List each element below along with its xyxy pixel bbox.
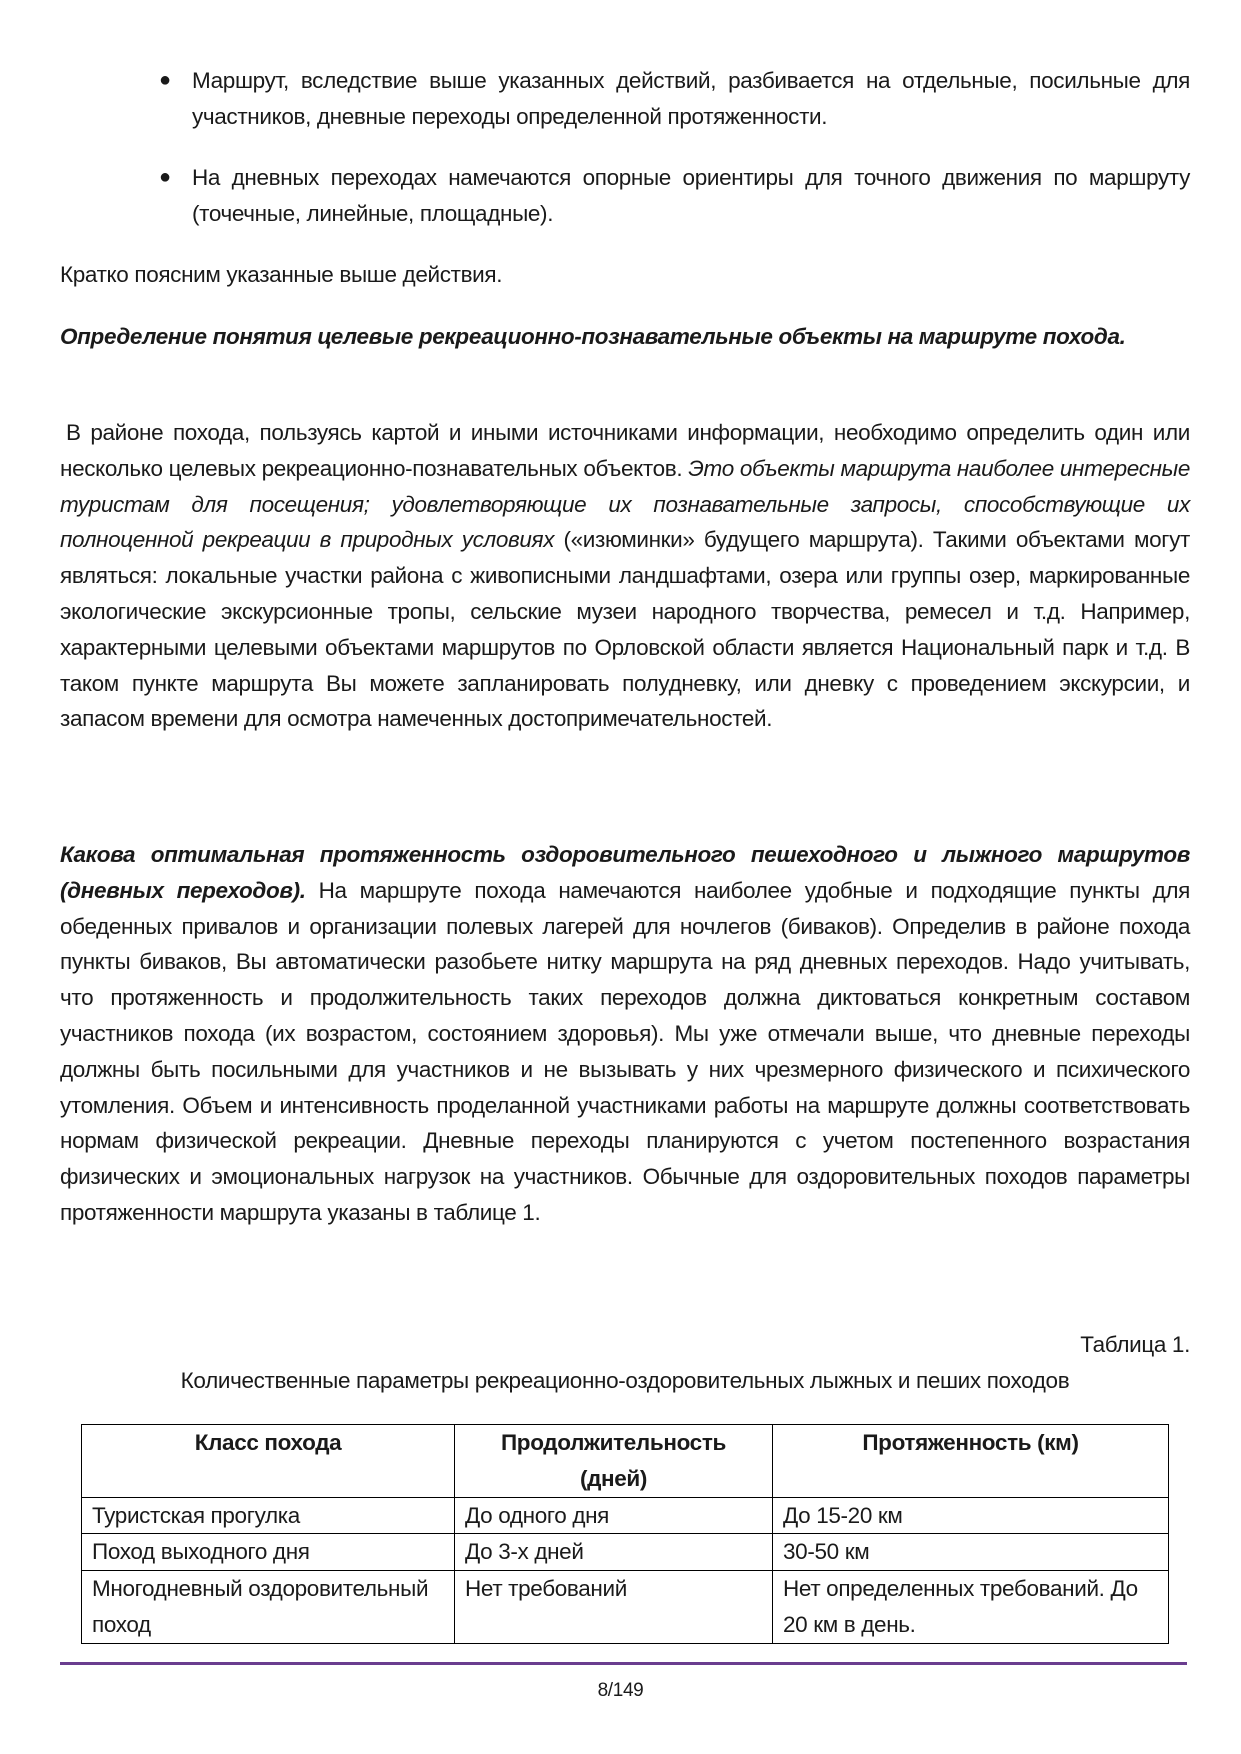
table-row [82, 1571, 1169, 1644]
paragraph-text: В районе похода, пользуясь картой и иными источниками информации, необходимо определить один или несколько целевых рекреационно-познавательных объектов. [60, 420, 1190, 481]
table-cell: Нет определенных требований. До 20 км в день. [773, 1571, 1169, 1644]
table-label: Таблица 1. [1080, 1332, 1190, 1357]
table-cell: До 15-20 км [773, 1497, 1169, 1534]
page-number: 8/149 [597, 1680, 644, 1701]
paragraph-text: («изюминки» будущего маршрута). Такими объектами могут являться: локальные участки района с живописными ландшафтами, озера или группы озер, маркированные экологические экскурсионные тропы, сельские музеи народного творчества, ремесел и т.д. Например, характерными целевыми объектами маршрутов по Орловской области является Национальный парк и т.д. В таком пункте маршрута Вы можете запланировать полудневку, или дневку с проведением экскурсии, и запасом времени для осмотра намеченных достопримечательностей. [60, 527, 1190, 732]
bullet-icon: ● [159, 166, 171, 188]
column-header: Продолжительность (дней) [455, 1425, 773, 1498]
section-heading: Определение понятия целевые рекреационно-познавательные объекты на маршруте похода. [60, 324, 1126, 349]
table-header-row [82, 1425, 1169, 1498]
parameters-table [81, 1424, 1169, 1644]
paragraph [60, 415, 1190, 737]
paragraph [60, 837, 1190, 1231]
intro-text: Кратко поясним указанные выше действия. [60, 262, 503, 287]
paragraph-italic-text: Это объекты маршрута наиболее интересные туристам для посещения; удовлетворяющие их познавательные запросы, способствующие их полноценной рекреации в природных условиях [60, 455, 1191, 553]
table-cell: 30-50 км [773, 1534, 1169, 1571]
bullet-item [159, 63, 1190, 135]
paragraph-text: На маршруте похода намечаются наиболее удобные и подходящие пункты для обеденных привалов и организации полевых лагерей для ночлегов (биваков). Определив в районе похода пункты биваков, Вы автоматически разобьете нитку маршрута на ряд дневных переходов. Надо учитывать, что протяженность и продолжительность таких переходов должна диктоваться конкретным составом участников похода (их возрастом, состоянием здоровья). Мы уже отмечали выше, что дневные переходы должны быть посильными для участников и не вызывать у них чрезмерного физического и психического утомления. Объем и интенсивность проделанной участниками работы на маршруте должны соответствовать нормам физической рекреации. Дневные переходы планируются с учетом постепенного возрастания физических и эмоциональных нагрузок на участников. Обычные для оздоровительных походов параметры протяженности маршрута указаны в таблице 1. [60, 877, 1190, 1225]
bullet-text: На дневных переходах намечаются опорные ориентиры для точного движения по маршруту (точечные, линейные, площадные). [192, 165, 1190, 226]
table-row [82, 1497, 1169, 1534]
column-header: Протяженность (км) [773, 1425, 1169, 1498]
table-cell: Многодневный оздоровительный поход [82, 1571, 455, 1644]
table-cell: Поход выходного дня [82, 1534, 455, 1571]
column-header: Класс похода [82, 1425, 455, 1498]
bullet-icon: ● [159, 69, 171, 91]
footer-rule [60, 1662, 1187, 1665]
bullet-item [159, 160, 1190, 232]
table-cell: Нет требований [455, 1571, 773, 1644]
table-cell: До 3-х дней [455, 1534, 773, 1571]
table-caption: Количественные параметры рекреационно-оздоровительных лыжных и пеших походов [180, 1368, 1070, 1393]
table-row [82, 1534, 1169, 1571]
bullet-text: Маршрут, вследствие выше указанных действий, разбивается на отдельные, посильные для участников, дневные переходы определенной протяженности. [192, 68, 1190, 129]
section-heading: Какова оптимальная протяженность оздоровительного пешеходного и лыжного маршрутов (дневных переходов). [60, 842, 1190, 903]
table-cell: Туристская прогулка [82, 1497, 455, 1534]
table-cell: До одного дня [455, 1497, 773, 1534]
